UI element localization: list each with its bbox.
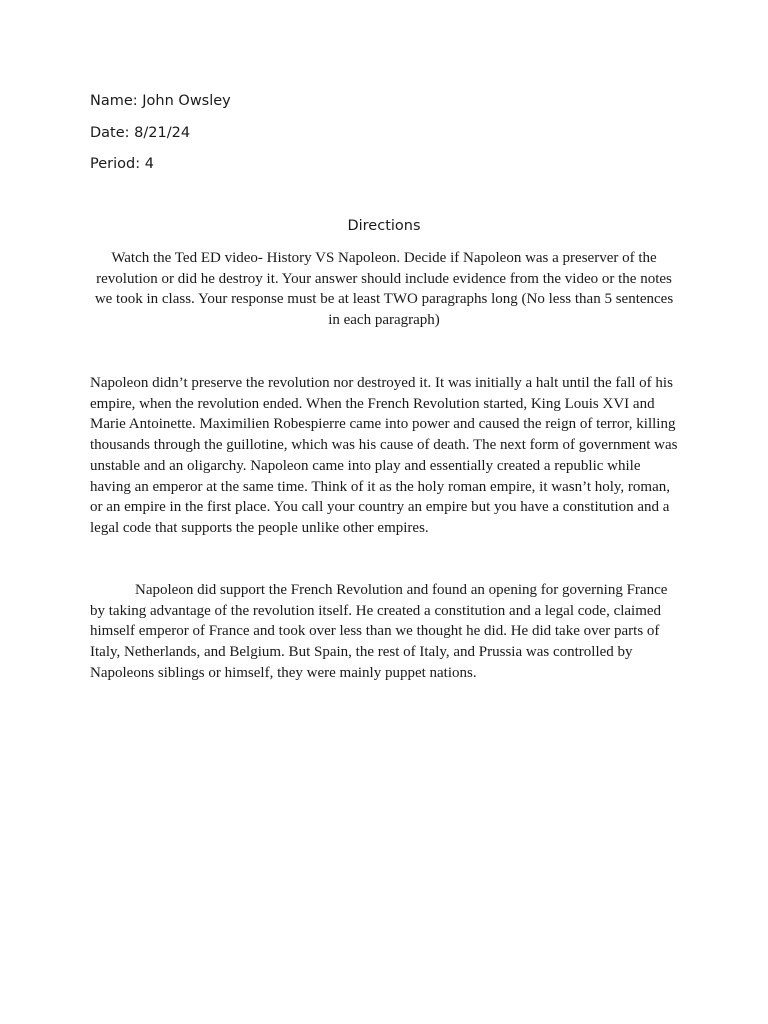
- date-line: Date: 8/21/24: [90, 125, 191, 141]
- student-name: Name: John Owsley: [90, 93, 231, 109]
- response-paragraph-2: Napoleon did support the French Revolution and found an opening for governing France by taking advantage of the revolution itself. He created a constitution and a legal code, claimed himself emperor of France and took over less than we thought he did. He did take over parts of Italy, Netherlands, and Belgium. But Spain, the rest of Italy, and Prussia was controlled by Napoleons siblings or himself, they were mainly puppet nations.: [90, 582, 668, 681]
- period-line: Period: 4: [90, 156, 154, 172]
- directions-heading: Directions: [347, 218, 421, 234]
- directions-text: Watch the Ted ED video- History VS Napoleon. Decide if Napoleon was a preserver of the revolution or did he destroy it. Your answer should include evidence from the video or the notes we took in class. Your response must be at least TWO paragraphs long (No less than 5 sentences in each paragraph): [94, 250, 674, 329]
- response-paragraph-1: Napoleon didn’t preserve the revolution nor destroyed it. It was initially a halt until the fall of his empire, when the revolution ended. When the French Revolution started, King Louis XVI and Marie Antoinette. Maximilien Robespierre came into power and caused the reign of terror, killing thousands through the guillotine, which was his cause of death. The next form of government was unstable and an oligarchy. Napoleon came into play and essentially created a republic while having an emperor at the same time. Think of it as the holy roman empire, it wasn’t holy, roman, or an empire in the first place. You call your country an empire but you have a constitution and a legal code that supports the people unlike other empires.: [90, 375, 678, 536]
